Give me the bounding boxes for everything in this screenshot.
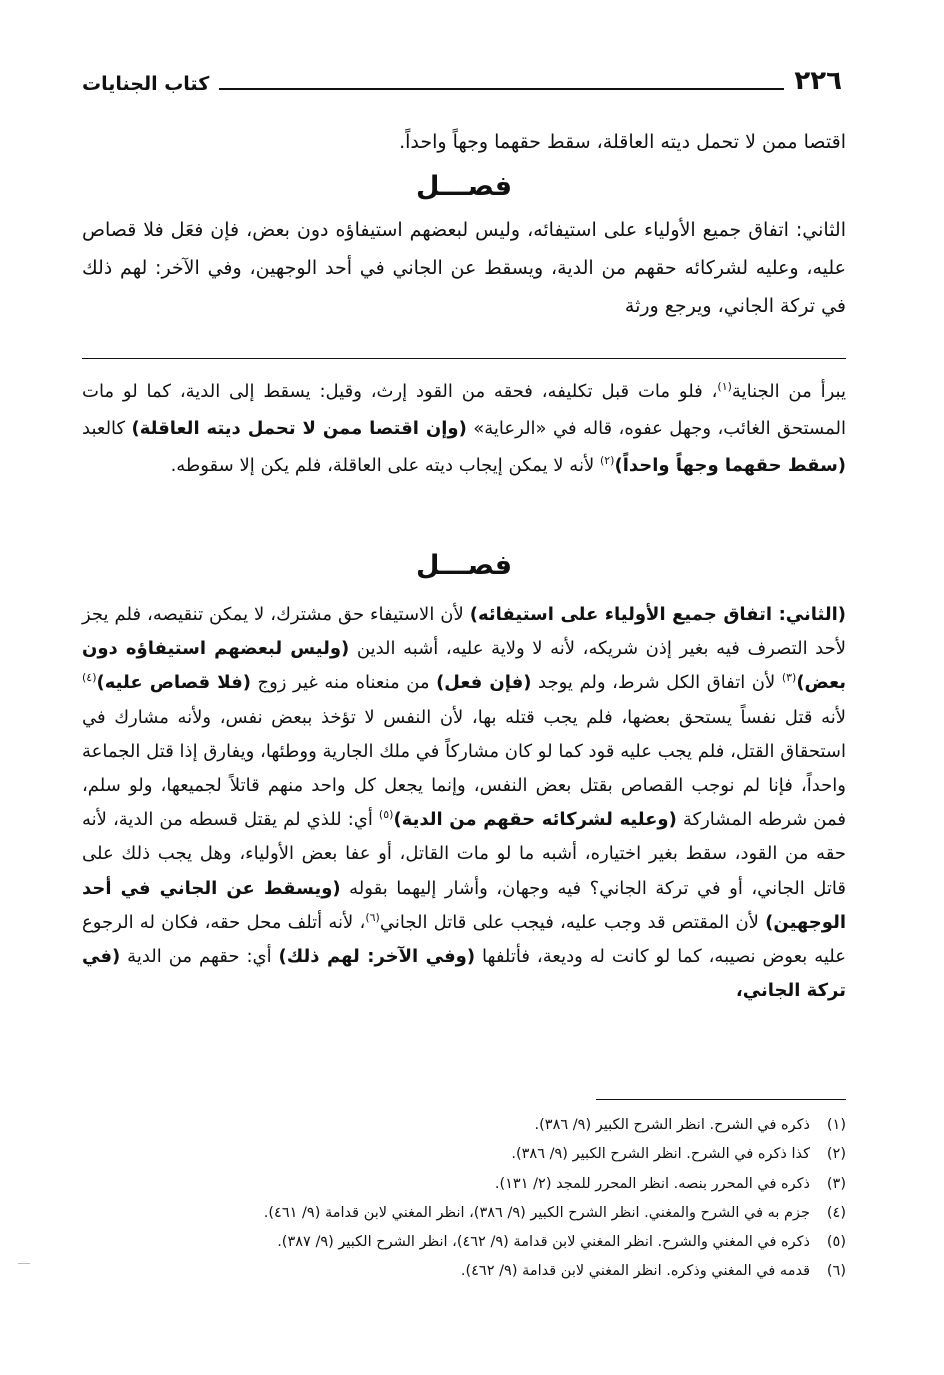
matn-opening-line: اقتصا ممن لا تحمل ديته العاقلة، سقط حقهما وجهاً واحداً. [399,131,846,153]
text-run: لأنه لا يمكن إيجاب ديته على العاقلة، فلم يكن إلا سقوطه. [170,455,600,476]
footnote-text: قدمه في المغني وذكره. انظر المغني لابن قدامة (٩/ ٤٦٢). [460,1263,810,1280]
text-run: لأنه قتل نفساً يستحق بعضها، فلم يجب قتله بها، لأن النفس لا تؤخذ ببعض نفس، ولأنه مشارك في استحقاق القتل، فلم يجب عليه قود كما لو كان مشاركاً في ملك الجارية ووطئها، ويفارق إذا قتل الجماعة واحداً، فإنا لم نوجب القصاص بقتل بعض النفس، وإنما يجعل كل واحد منهم قاتلاً لجميعها، ولو سلم، فمن شرطه المشاركة [82,706,847,831]
footnote-number: (٥) [826,1234,846,1251]
footnote-ref: (٤) [82,671,97,685]
footnote [82,1199,846,1228]
commentary-section-1 [82,373,846,484]
footnote-ref: (٢) [599,454,615,467]
footnote-text: ذكره في المغني والشرح. انظر المغني لابن قدامة (٩/ ٤٦٢)، انظر الشرح الكبير (٩/ ٣٨٧). [277,1234,810,1251]
section-heading: فصـــل [415,550,513,581]
footnote-number: (١) [826,1117,846,1133]
matn-section [82,119,846,325]
footnote-text: ذكره في الشرح. انظر الشرح الكبير (٩/ ٣٨٦). [534,1117,810,1133]
footnote [82,1111,846,1140]
footnote-rule [596,1099,846,1100]
book-title: كتاب الجنايات [82,73,210,95]
text-run: يبرأ من الجناية [731,381,846,402]
running-header [82,58,842,94]
quoted-matn: (وفي الآخر: لهم ذلك) [278,946,476,968]
text-run: كالعبد [82,418,132,439]
text-run: ، لأنه أتلف محل حقه، فكان له الرجوع عليه بعوض نصيبه، كما لو كانت له وديعة، فأتلفها [82,911,846,968]
footnote [82,1170,846,1199]
footnote-ref: (٣) [781,671,797,685]
quoted-matn: (وإن اقتصا ممن لا تحمل ديته العاقلة) [131,418,467,439]
quoted-matn: (في تركة الجاني، [82,946,846,1002]
text-run: ، فلو مات قبل تكليفه، فحقه من القود إرث، وقيل: يسقط إلى الدية، كما لو مات المستحق الغائب، وجهل عفوه، قاله في «الرعاية» [82,381,846,439]
section-heading: فصـــل [415,171,513,202]
commentary-paragraph-1 [82,373,846,484]
footnote-ref: (١) [717,380,732,393]
commentary-paragraph-2 [82,598,846,1008]
header-rule [219,88,784,90]
text-run: أي: للذي لم يقتل قسطه من الدية، لأنه حقه من القود، سقط بغير اختياره، أشبه ما لو مات القاتل، أو عفا بعض الأولياء، وهل يجب ذلك على قاتل الجاني، أو في تركة الجاني؟ فيه وجهان، وأشار إليهما بقوله [82,809,847,899]
footnote-ref: (٥) [378,808,394,822]
quoted-matn: (وعليه لشركائه حقهم من الدية) [393,809,677,831]
text-run: لأن اتفاق الكل شرط، ولم يوجد [531,672,782,694]
quoted-matn: (سقط حقهما وجهاً واحداً) [614,455,846,476]
footnote-number: (٤) [826,1204,846,1221]
matn-commentary-divider [82,358,846,359]
footnote-text: ذكره في المحرر بنصه. انظر المحرر للمجد (٢/ ١٣١). [494,1175,810,1192]
quoted-matn: (ويسقط عن الجاني في أحد الوجهين) [82,877,846,933]
matn-paragraph: الثاني: اتفاق جميع الأولياء على استيفائه، وليس لبعضهم استيفاؤه دون بعض، فإن فعَل فلا قصاص عليه، وعليه لشركائه حقهم من الدية، ويسقط عن الجاني في أحد الوجهين، وفي الآخر: لهم ذلك في تركة الجاني، ويرجع ورثة [82,219,846,317]
text-run: لأن الاستيفاء حق مشترك، لا يمكن تنقيصه، فلم يجز لأحد التصرف فيه بغير إذن شريكه، لأنه لا ولاية عليه، أشبه الدين [82,604,847,660]
text-run: لأن المقتص قد وجب عليه، فيجب على قاتل الجاني [379,911,766,933]
quoted-matn: (فإن فعل) [436,672,532,694]
text-run: أي: حقهم من الدية [120,946,279,968]
footnote-number: (٢) [826,1146,846,1163]
scan-speck [18,1263,30,1264]
footnote-text: كذا ذكره في الشرح. انظر الشرح الكبير (٩/ ٣٨٦). [511,1146,810,1163]
page-number: ٢٢٦ [794,66,842,96]
quoted-matn: (فلا قصاص عليه) [96,672,251,694]
quoted-matn: (الثاني: اتفاق جميع الأولياء على استيفائه) [469,604,847,625]
quoted-matn: (وليس لبعضهم استيفاؤه دون بعض) [82,638,847,694]
footnote-number: (٦) [826,1263,846,1280]
footnotes [82,1111,846,1287]
commentary-section-2 [82,546,846,1008]
footnote-ref: (٦) [365,910,380,924]
footnote-number: (٣) [826,1175,846,1192]
footnote [82,1257,846,1286]
footnote [82,1140,846,1169]
footnote-text: جزم به في الشرح والمغني. انظر الشرح الكبير (٩/ ٣٨٦)، انظر المغني لابن قدامة (٩/ ٤٦١). [263,1204,810,1221]
text-run: من منعناه منه غير زوج [250,672,437,694]
footnote [82,1228,846,1257]
